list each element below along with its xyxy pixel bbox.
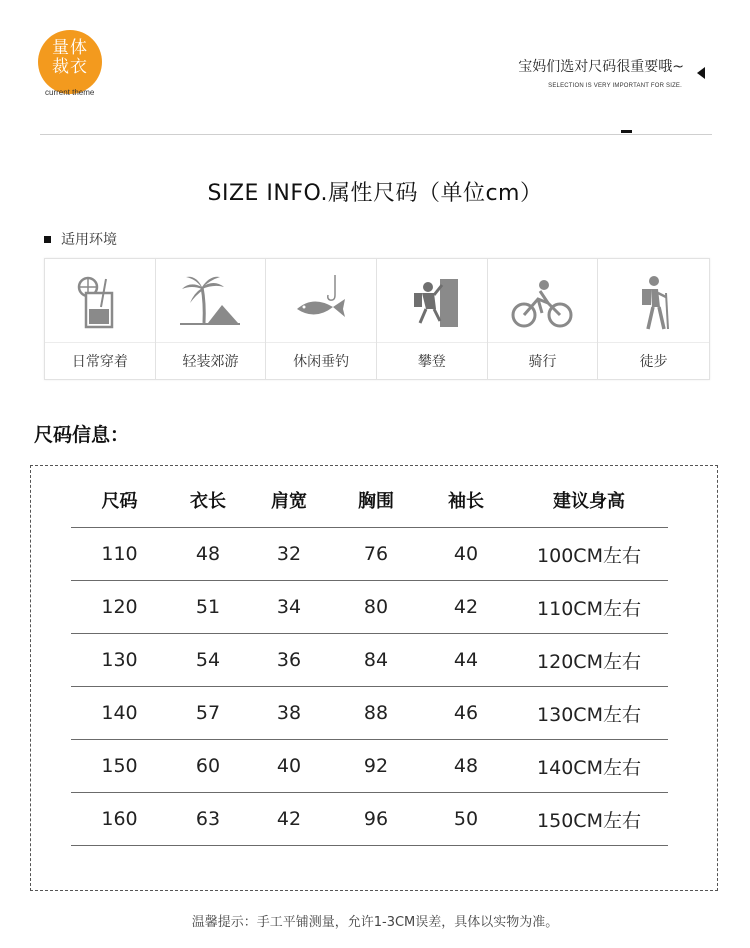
table-cell: 80 [363, 596, 389, 618]
logo-subtitle: current theme [45, 88, 95, 97]
table-cell: 160 [101, 808, 138, 830]
table-cell: 84 [363, 649, 389, 671]
back-arrow-icon[interactable] [697, 67, 705, 79]
divider [488, 342, 598, 343]
column-header: 建议身高 [553, 491, 625, 512]
table-cell: 48 [453, 755, 479, 777]
table-cell: 88 [363, 702, 389, 724]
environment-item-label: 骑行 [528, 354, 557, 370]
table-header-row [71, 473, 668, 528]
environment-item-hiking [598, 259, 709, 379]
table-cell: 42 [453, 596, 479, 618]
cyclist-icon [510, 273, 574, 333]
table-cell: 40 [453, 543, 479, 565]
environment-item-daily [45, 259, 156, 379]
size-info-heading: 尺码信息： [34, 424, 130, 446]
table-cell: 42 [276, 808, 302, 830]
table-cell: 96 [363, 808, 389, 830]
column-header: 胸围 [358, 491, 394, 512]
measurement-note: 温馨提示：手工平铺测量，允许1-3CM误差，具体以实物为准。 [191, 915, 559, 930]
header-divider-mark [621, 130, 632, 133]
bullet-square-icon [44, 236, 51, 243]
table-row [71, 581, 668, 634]
divider [45, 342, 155, 343]
fish-hook-icon [289, 273, 353, 333]
drink-glass-icon [68, 273, 132, 333]
table-row [71, 528, 668, 581]
palm-tree-icon [178, 273, 242, 333]
table-cell: 44 [453, 649, 479, 671]
logo-text-line1: 量体 [52, 38, 88, 58]
table-cell: 92 [363, 755, 389, 777]
hiker-icon [622, 273, 686, 333]
table-cell: 76 [363, 543, 389, 565]
environment-heading-text: 适用环境 [61, 232, 117, 248]
environment-item-label: 攀登 [417, 354, 446, 370]
environment-item-label: 轻装郊游 [182, 354, 239, 370]
table-cell: 57 [195, 702, 221, 724]
table-cell: 120CM左右 [537, 650, 641, 673]
environment-item-label: 日常穿着 [71, 354, 128, 370]
table-cell: 50 [453, 808, 479, 830]
logo-text-line2: 裁衣 [52, 57, 88, 77]
table-cell: 110 [101, 543, 138, 565]
table-cell: 60 [195, 755, 221, 777]
table-cell: 38 [276, 702, 302, 724]
divider [266, 342, 376, 343]
environment-item-fishing [266, 259, 377, 379]
environment-item-label: 徒步 [639, 354, 668, 370]
table-cell: 32 [276, 543, 302, 565]
environment-item-cycling [488, 259, 599, 379]
column-header: 肩宽 [271, 491, 307, 512]
table-cell: 40 [276, 755, 302, 777]
table-cell: 110CM左右 [537, 597, 641, 620]
table-cell: 48 [195, 543, 221, 565]
table-cell: 36 [276, 649, 302, 671]
environment-item-outing [156, 259, 267, 379]
environment-heading [44, 229, 117, 249]
table-cell: 63 [195, 808, 221, 830]
size-table [71, 473, 668, 846]
table-cell: 140CM左右 [537, 756, 641, 779]
brand-logo [38, 30, 102, 94]
header-tagline-english: SELECTION IS VERY IMPORTANT FOR SIZE. [548, 83, 682, 89]
divider [156, 342, 266, 343]
table-cell: 130CM左右 [537, 703, 641, 726]
page-title: SIZE INFO.属性尺码（单位cm） [207, 181, 543, 206]
header-tagline: 宝妈们选对尺码很重要哦~ [518, 59, 684, 75]
environment-item-climbing [377, 259, 488, 379]
table-row [71, 793, 668, 846]
table-cell: 150 [101, 755, 138, 777]
table-cell: 100CM左右 [537, 544, 641, 567]
column-header: 衣长 [190, 491, 226, 512]
divider [598, 342, 709, 343]
table-cell: 46 [453, 702, 479, 724]
environment-grid [44, 258, 710, 380]
table-cell: 120 [101, 596, 138, 618]
climber-icon [400, 273, 464, 333]
divider [377, 342, 487, 343]
table-row [71, 687, 668, 740]
table-row [71, 634, 668, 687]
table-cell: 130 [101, 649, 138, 671]
table-cell: 51 [195, 596, 221, 618]
column-header: 尺码 [101, 491, 138, 512]
table-cell: 34 [276, 596, 302, 618]
header-divider [40, 134, 712, 135]
table-cell: 54 [195, 649, 221, 671]
environment-item-label: 休闲垂钓 [293, 354, 350, 370]
table-row [71, 740, 668, 793]
table-cell: 140 [101, 702, 138, 724]
table-cell: 150CM左右 [537, 809, 641, 832]
column-header: 袖长 [448, 491, 484, 512]
